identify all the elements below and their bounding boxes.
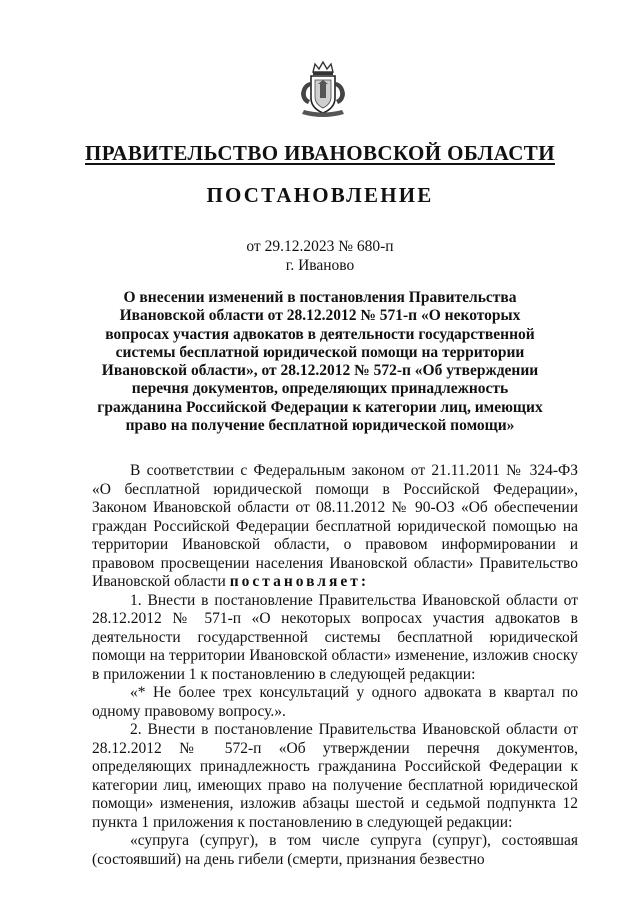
date-block: [0, 237, 640, 275]
item-1-quote: «* Не более трех консультаций у одного адвоката в квартал по одному правовому вопросу.».: [92, 684, 578, 720]
preamble-paragraph: [92, 462, 578, 592]
item-1-paragraph: 1. Внести в постановление Правительства Ивановской области от 28.12.2012 № 571-п «О некоторых вопросах участия адвокатов в деятельности государственной системы бесплатной юридической помощи на территории Ивановской области» изменение, изложив сноску в приложении 1 к постановлению в следующей редакции:: [92, 591, 578, 683]
preamble-text: В соответствии с Федеральным законом от 21.11.2011 № 324-ФЗ «О бесплатной юридической помощи в Российской Федерации», Законом Ивановской области от 08.11.2012 № 90-ОЗ «Об обеспечении граждан Российской Федерации бесплатной юридической помощью на территории Ивановской области, о правовом информировании и правовом просвещении населения Ивановской области» Правительство Ивановской области: [92, 462, 578, 590]
item-2-paragraph: 2. Внести в постановление Правительства Ивановской области от 28.12.2012 № 572-п «Об утверждении перечня документов, определяющих принадлежность гражданина Российской Федерации к категории лиц, имеющих право на получение бесплатной юридической помощи» изменения, изложив абзацы шестой и седьмой подпункта 12 пункта 1 приложения к постановлению в следующей редакции:: [92, 721, 578, 831]
date-number: от 29.12.2023 № 680-п: [246, 238, 394, 255]
document-type-title: ПОСТАНОВЛЕНИЕ: [206, 183, 434, 207]
item-2-quote: «супруга (супруг), в том числе супруга (супруг), состоявшая (состоявший) на день гибели (смерти, признания безвестно: [92, 832, 578, 868]
government-title: ПРАВИТЕЛЬСТВО ИВАНОВСКОЙ ОБЛАСТИ: [85, 141, 555, 165]
coat-of-arms-icon: [296, 60, 350, 122]
resolves-text: постановляет:: [229, 573, 370, 590]
document-subject: О внесении изменений в постановления Правительства Ивановской области от 28.12.2012 № 571-п «О некоторых вопросах участия адвокатов в деятельности государственной системы бесплатной юридической помощи на территории Ивановской области», от 28.12.2012 № 572-п «Об утверждении перечня документов, определяющих принадлежность гражданина Российской Федерации к категории лиц, имеющих право на получение бесплатной юридической помощи»: [97, 289, 543, 435]
city: г. Иваново: [285, 257, 355, 274]
document-body: [92, 462, 578, 869]
